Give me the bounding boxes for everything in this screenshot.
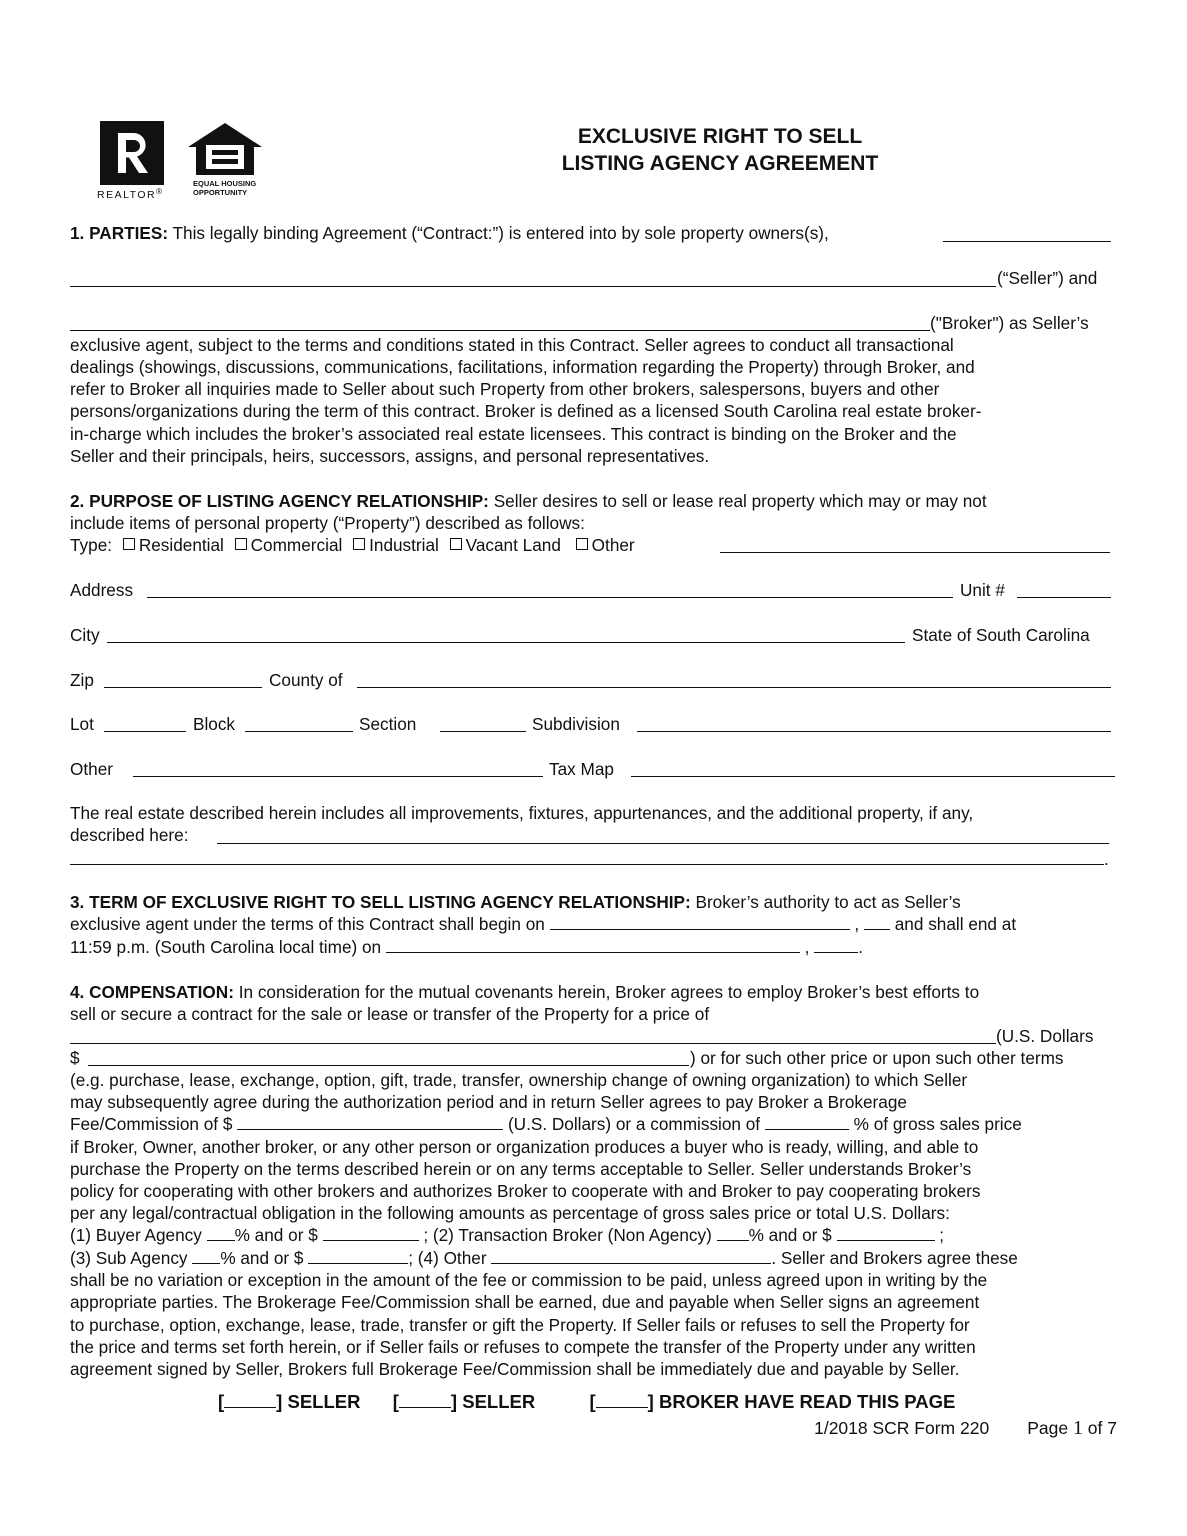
address-field[interactable] xyxy=(147,597,953,598)
section1-line-1: 1. PARTIES: This legally binding Agreement (“Contract:”) is entered into by sole property owners(s), xyxy=(70,223,829,243)
sub-agency-percent-field[interactable] xyxy=(192,1247,220,1264)
section1-para-line: dealings (showings, discussions, communications, facilitations, information regarding the Property) through Broker, and xyxy=(70,357,975,377)
improvements-line-1: The real estate described herein includes all improvements, fixtures, appurtenances, and the additional property, if any, xyxy=(70,803,974,823)
usd-label: (U.S. Dollars xyxy=(996,1026,1094,1046)
seller-1-label: SELLER xyxy=(282,1391,361,1412)
section-field[interactable] xyxy=(440,731,526,732)
section3-heading: 3. TERM OF EXCLUSIVE RIGHT TO SELL LISTING AGENCY RELATIONSHIP: xyxy=(70,892,691,912)
section3-line-2: exclusive agent under the terms of this Contract shall begin on , and shall end at xyxy=(70,914,1017,934)
transaction-broker-amount-field[interactable] xyxy=(837,1224,935,1241)
equal-housing-house-icon xyxy=(186,121,264,177)
section4-line-6: may subsequently agree during the authorization period and in return Seller agrees to pay Broker a Brokerage xyxy=(70,1092,907,1112)
page-total: of 7 xyxy=(1082,1418,1117,1438)
section2-heading: 2. PURPOSE OF LISTING AGENCY RELATIONSHIP: xyxy=(70,491,489,511)
section1-para-line: exclusive agent, subject to the terms and conditions stated in this Contract. Seller agrees to conduct all transactional xyxy=(70,335,954,355)
seller-2-label: SELLER xyxy=(457,1391,536,1412)
section4-para-line: the price and terms set forth herein, or if Seller fails or refuses to compete the transfer of the Property under any written xyxy=(70,1337,976,1357)
term-begin-year-field[interactable] xyxy=(864,913,890,930)
term-end-date-field[interactable] xyxy=(386,936,800,953)
additional-property-field-2[interactable] xyxy=(70,864,1104,865)
section1-para-line: persons/organizations during the term of this contract. Broker is defined as a licensed South Carolina real estate broker- xyxy=(70,401,982,421)
type-label: Type: xyxy=(70,535,113,555)
broker-initials-field[interactable] xyxy=(596,1390,648,1408)
section4-line-7: Fee/Commission of $ (U.S. Dollars) or a commission of % of gross sales price xyxy=(70,1114,1022,1134)
broker-suffix: ("Broker") as Seller’s xyxy=(930,313,1089,333)
seller-1-initials-field[interactable] xyxy=(224,1390,276,1408)
section4-para-line: to purchase, option, exchange, lease, trade, transfer or gift the Property. If Seller fails or refuses to sell the Property for xyxy=(70,1315,970,1335)
zip-label: Zip xyxy=(70,670,94,690)
other-label: Other xyxy=(70,759,113,779)
residential-label: Residential xyxy=(138,535,224,555)
buyer-agency-amount-field[interactable] xyxy=(323,1224,419,1241)
brokerage-fee-field[interactable] xyxy=(237,1113,503,1130)
document-title-line-1: EXCLUSIVE RIGHT TO SELL xyxy=(577,125,863,148)
lot-field[interactable] xyxy=(104,731,186,732)
other-type-field[interactable] xyxy=(720,552,1110,553)
document-title-line-2: LISTING AGENCY AGREEMENT xyxy=(561,152,879,175)
block-label: Block xyxy=(193,714,236,734)
page-number: 1 xyxy=(1072,1417,1083,1439)
additional-property-field-1[interactable] xyxy=(217,843,1109,844)
unit-field[interactable] xyxy=(1017,597,1111,598)
section2-line-1: 2. PURPOSE OF LISTING AGENCY RELATIONSHIP: Seller desires to sell or lease real property which may or may not xyxy=(70,491,987,511)
county-label: County of xyxy=(269,670,343,690)
tax-map-label: Tax Map xyxy=(549,759,614,779)
industrial-label: Industrial xyxy=(369,535,439,555)
seller-2-initials-field[interactable] xyxy=(399,1390,451,1408)
seller-suffix: (“Seller”) and xyxy=(997,268,1098,288)
residential-checkbox[interactable] xyxy=(123,538,135,550)
address-label: Address xyxy=(70,580,134,600)
county-field[interactable] xyxy=(357,687,1111,688)
owners-name-field-1[interactable] xyxy=(943,241,1111,242)
other-type-label: Other xyxy=(591,535,635,555)
unit-label: Unit # xyxy=(960,580,1005,600)
section1-para-line: refer to Broker all inquiries made to Seller about such Property from other brokers, salespersons, buyers and other xyxy=(70,379,940,399)
section4-line-12: (1) Buyer Agency % and or $ ; (2) Transaction Broker (Non Agency) % and or $ ; xyxy=(70,1225,945,1245)
broker-name-field[interactable] xyxy=(70,330,930,331)
form-id: 1/2018 SCR Form 220 xyxy=(814,1418,990,1438)
footer-initials-row: [ ] SELLER [ ] SELLER [ ] BROKER HAVE READ THIS PAGE xyxy=(218,1391,956,1412)
sub-agency-amount-field[interactable] xyxy=(308,1247,408,1264)
block-field[interactable] xyxy=(245,731,353,732)
term-begin-date-field[interactable] xyxy=(550,913,850,930)
section4-line-11: per any legal/contractual obligation in the following amounts as percentage of gross sales price or total U.S. Dollars: xyxy=(70,1203,950,1223)
section4-heading: 4. COMPENSATION: xyxy=(70,982,234,1002)
section4-line-1: 4. COMPENSATION: In consideration for the mutual covenants herein, Broker agrees to employ Broker’s best efforts to xyxy=(70,982,980,1002)
zip-field[interactable] xyxy=(104,687,262,688)
commission-percent-field[interactable] xyxy=(765,1113,849,1130)
footer-info xyxy=(814,1417,1117,1440)
term-end-year-field[interactable] xyxy=(814,936,858,953)
section4-line-13: (3) Sub Agency % and or $ ; (4) Other . Seller and Brokers agree these xyxy=(70,1248,1018,1268)
tax-map-field[interactable] xyxy=(631,776,1115,777)
vacant-land-label: Vacant Land xyxy=(465,535,561,555)
section3-line-3: 11:59 p.m. (South Carolina local time) on , . xyxy=(70,937,864,957)
transaction-broker-percent-field[interactable] xyxy=(717,1224,749,1241)
section-label: Section xyxy=(359,714,417,734)
page-label: Page xyxy=(1027,1418,1073,1438)
commercial-checkbox[interactable] xyxy=(235,538,247,550)
other-field[interactable] xyxy=(133,776,543,777)
price-amount-field[interactable] xyxy=(88,1065,689,1066)
dollar-sign: $ xyxy=(70,1048,80,1068)
equal-housing-text-1: EQUAL HOUSING xyxy=(193,179,257,188)
owners-name-field-2[interactable] xyxy=(70,286,996,287)
section4-para-line: appropriate parties. The Brokerage Fee/Commission shall be earned, due and payable when Seller signs an agreement xyxy=(70,1292,980,1312)
section3-line-1: 3. TERM OF EXCLUSIVE RIGHT TO SELL LISTING AGENCY RELATIONSHIP: Broker’s authority to act as Seller’s xyxy=(70,892,961,912)
subdivision-label: Subdivision xyxy=(532,714,620,734)
section4-para-line: agreement signed by Seller, Brokers full Brokerage Fee/Commission shall be immediately due and payable by Seller. xyxy=(70,1359,960,1379)
section4-line-4-tail: ) or for such other price or upon such other terms xyxy=(690,1048,1064,1068)
other-compensation-field[interactable] xyxy=(491,1247,771,1264)
industrial-checkbox[interactable] xyxy=(353,538,365,550)
section4-para-line: shall be no variation or exception in the amount of the fee or commission to be paid, unless agreed upon in writing by the xyxy=(70,1270,988,1290)
broker-read-label: BROKER HAVE READ THIS PAGE xyxy=(653,1391,956,1412)
realtor-text: REALTOR xyxy=(97,189,157,201)
period-mark: . xyxy=(1104,849,1109,869)
section1-para-line: in-charge which includes the broker’s associated real estate licensees. This contract is binding on the Broker and the xyxy=(70,424,957,444)
section4-line-2: sell or secure a contract for the sale or lease or transfer of the Property for a price of xyxy=(70,1004,710,1024)
buyer-agency-percent-field[interactable] xyxy=(207,1224,235,1241)
equal-housing-text-2: OPPORTUNITY xyxy=(193,187,248,197)
commercial-label: Commercial xyxy=(250,535,343,555)
city-field[interactable] xyxy=(107,642,905,643)
property-type-row xyxy=(70,534,635,556)
section1-para-line: Seller and their principals, heirs, successors, assigns, and personal representatives. xyxy=(70,446,710,466)
section2-line-2: include items of personal property (“Property”) described as follows: xyxy=(70,513,585,533)
section4-line-5: (e.g. purchase, lease, exchange, option, gift, trade, transfer, ownership change of owning organization) to which Seller xyxy=(70,1070,968,1090)
section1-heading: 1. PARTIES: xyxy=(70,223,169,243)
lot-label: Lot xyxy=(70,714,94,734)
price-in-words-field[interactable] xyxy=(70,1043,996,1044)
vacant-land-checkbox[interactable] xyxy=(450,538,462,550)
realtor-logo: REALTOR® xyxy=(97,121,177,199)
improvements-line-2: described here: xyxy=(70,825,189,845)
subdivision-field[interactable] xyxy=(637,731,1111,732)
state-label: State of South Carolina xyxy=(912,625,1090,645)
section4-line-8: if Broker, Owner, another broker, or any other person or organization produces a buyer who is ready, willing, and able to xyxy=(70,1137,979,1157)
section4-line-9: purchase the Property on the terms described herein or on any terms acceptable to Seller. Seller understands Broker’s xyxy=(70,1159,972,1179)
section4-line-10: policy for cooperating with other brokers and authorizes Broker to cooperate with and Broker to pay cooperating brokers xyxy=(70,1181,981,1201)
other-type-checkbox[interactable] xyxy=(576,538,588,550)
city-label: City xyxy=(70,625,100,645)
realtor-r-icon xyxy=(100,121,164,185)
equal-housing-logo xyxy=(186,121,266,201)
